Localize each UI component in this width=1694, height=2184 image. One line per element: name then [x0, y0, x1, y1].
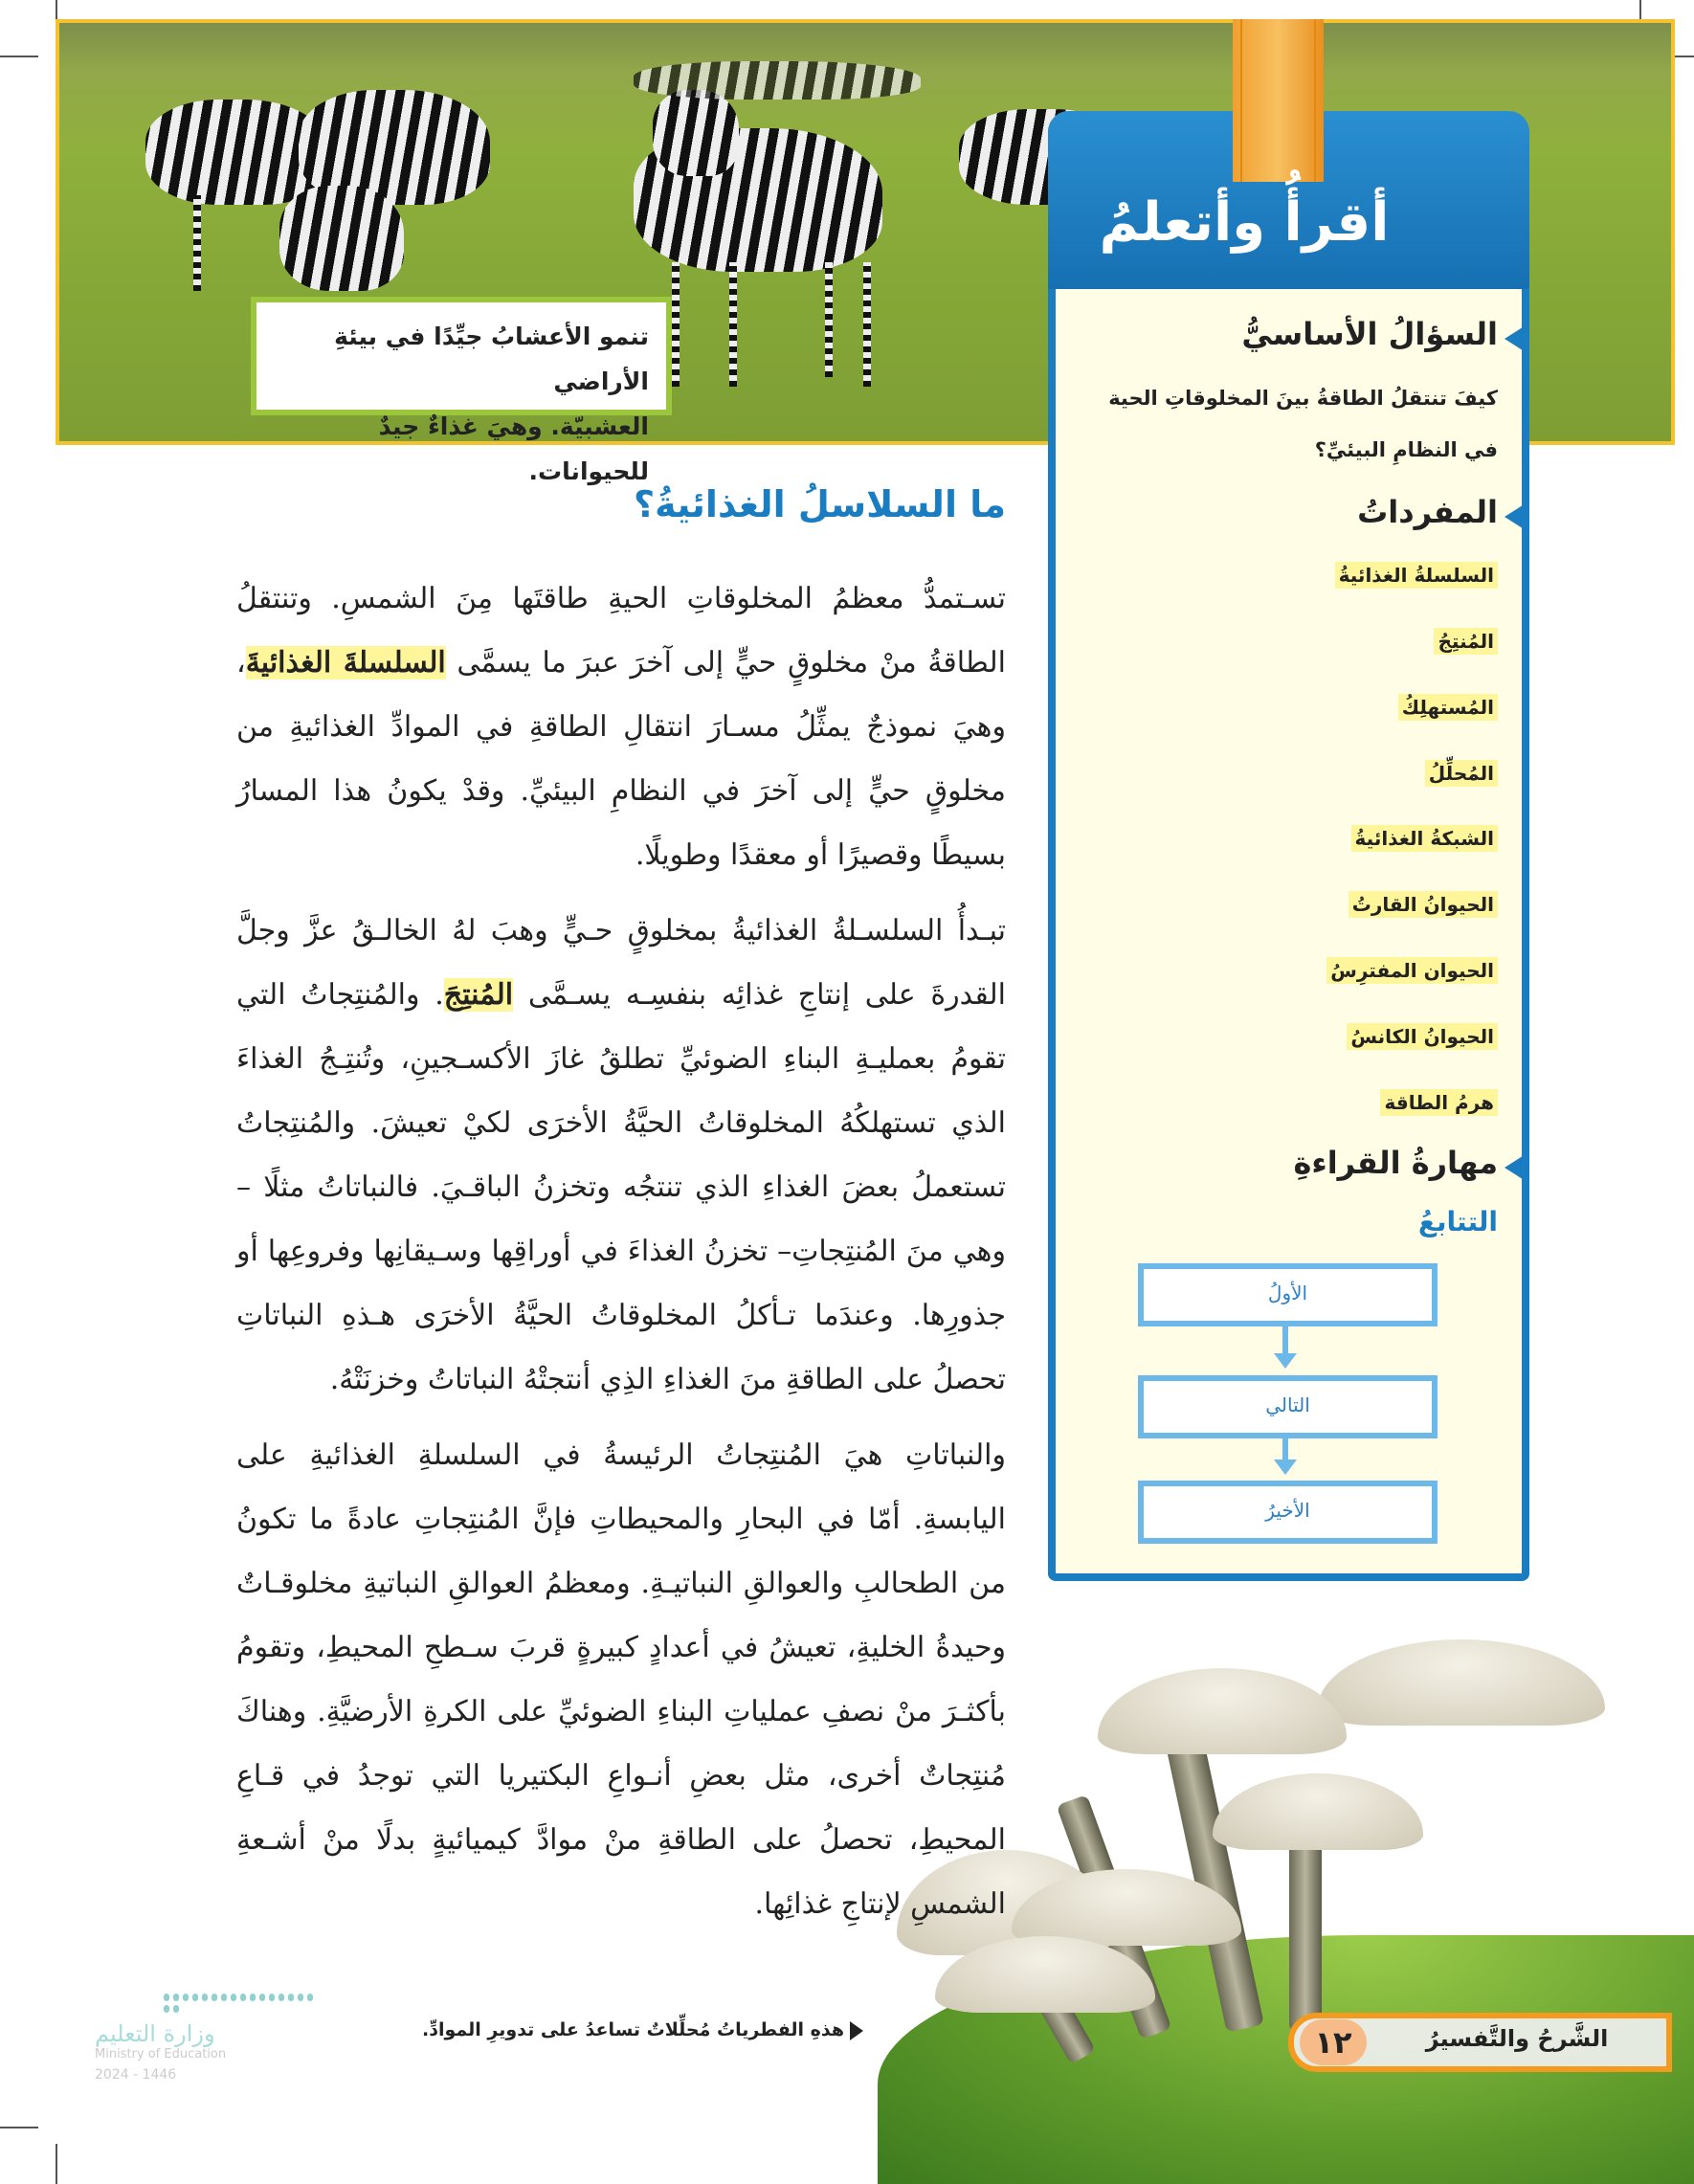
essential-question-text: في النظامِ البيئيِّ؟: [1314, 438, 1498, 461]
sequence-next-box: التالي: [1138, 1375, 1438, 1438]
pointer-icon: [1505, 1154, 1526, 1181]
paragraph: [236, 899, 1006, 1412]
vocab-item: الحيوانُ الكانسُ: [1347, 1023, 1498, 1050]
crop-mark: [0, 56, 38, 57]
vocabulary-heading: المفرداتُ: [1357, 494, 1498, 530]
text: تبـدأُ السلسـلةُ الغذائيةُ بمخلوقٍ حـيٍّ وهبَ لهُ الخالـقُ عزَّ وجلَّ القدرةَ على إنتاجِ غذائِه بنفسِـه يسـمَّى: [236, 914, 1006, 1012]
essential-question-heading: السؤالُ الأساسيُّ: [1241, 316, 1498, 352]
panel-title: أقرأُ وأتعلمُ: [1099, 191, 1390, 254]
section-label: الشَّرحُ والتَّفسيرُ: [1425, 2025, 1609, 2052]
pointer-icon: [850, 2021, 863, 2040]
reading-skill-heading: مهارةُ القراءةِ: [1293, 1145, 1498, 1181]
arrow-down-icon: [1282, 1326, 1288, 1355]
text: تسـتمدُّ معظمُ المخلوقاتِ الحيةِ طاقتَها مِنَ الشمسِ. وتنتقلُ الطاقةُ منْ مخلوقٍ حيٍّ إلى آخرَ عبرَ ما يسمَّى: [236, 582, 1006, 680]
vocab-item: الشبكةُ الغذائيةُ: [1351, 825, 1498, 852]
vocab-item: السلسلةُ الغذائيةُ: [1335, 562, 1498, 589]
page-number: ١٢: [1300, 2019, 1367, 2065]
mushroom-caption: [422, 2019, 863, 2040]
vocab-item: المُنتِجُ: [1434, 628, 1498, 655]
caption-line: العشبيّة. وهيَ غذاءٌ جيدٌ للحيوانات.: [378, 412, 649, 485]
paragraph: والنباتاتِ هيَ المُنتِجاتُ الرئيسةُ في السلسلةِ الغذائيةِ على اليابسةِ. أمّا في البحارِ والمحيطاتِ فإنَّ المُنتِجاتِ عادةً ما تكونُ من الطحالبِ والعوالقِ النباتيـةِ. ومعظمُ العوالقِ النباتيةِ مخلوقـاتٌ وحيدةُ الخليةِ، تعيشُ في أعدادٍ كبيرةٍ قربَ سـطحِ المحيطِ، وتقومُ بأكثـرَ منْ نصفِ عملياتِ البناءِ الضوئيِّ على الكرةِ الأرضيَّةِ. وهناكَ مُنتِجاتٌ أخرى، مثل بعضِ أنـواعِ البكتيريا التي توجدُ في قـاعِ المحيطِ، تحصلُ على الطاقةِ منْ موادَّ كيميائيةٍ بدلًا منْ أشـعةِ الشمسِ لإنتاجِ غذائِها.: [236, 1438, 1006, 1921]
text: . والمُنتِجاتُ التي تقومُ بعمليـةِ البناءِ الضوئيِّ تطلقُ غازَ الأكسـجينِ، وتُنتِـجُ الغذاءَ الذي تستهلكُهُ المخلوقاتُ الحيَّةُ الأخرَى لكيْ تعيشَ. والمُنتِجاتُ تستعملُ بعضَ الغذاءِ الذي تنتجُه وتخزنُ الباقـيَ. فالنباتاتُ مثلًا –وهي منَ المُنتِجاتِ– تخزنُ الغذاءَ في أوراقِها وسـيقانِها وفروعِها أو جذورِها. وعندَما تـأكلُ المخلوقاتُ الحيَّةُ الأخرَى هـذهِ النباتاتِ تحصلُ على الطاقةِ منَ الغذاءِ الذِي أنتجتْهُ النباتاتُ وخزنَتْهُ.: [236, 978, 1007, 1396]
body-text: [236, 567, 1006, 1948]
crop-mark: [56, 2144, 57, 2184]
essential-question-text: كيفَ تنتقلُ الطاقةُ بينَ المخلوقاتِ الحية: [1108, 387, 1498, 410]
photo-caption: [251, 297, 672, 485]
vocab-item: الحيوان المفترِسُ: [1326, 957, 1498, 984]
logo-year: 2024 - 1446: [95, 2067, 177, 2083]
paragraph: [236, 567, 1006, 887]
pointer-icon: [1505, 503, 1526, 530]
vocab-item: الحيوانُ القارتُ: [1349, 891, 1498, 918]
arrow-down-icon: [1282, 1438, 1288, 1461]
highlight-term: المُنتِجَ: [443, 978, 514, 1012]
vocab-item: هرمُ الطاقة: [1380, 1089, 1498, 1116]
logo-text-ar: وزارة التعليم: [95, 2020, 215, 2047]
sequence-first-box: الأولُ: [1138, 1263, 1438, 1326]
pointer-icon: [1505, 325, 1526, 352]
vocab-item: المُستهلِكُ: [1398, 694, 1498, 721]
crop-mark: [0, 2127, 38, 2128]
caption-text: هذهِ الفطرياتُ مُحلِّلاتٌ تساعدُ على تدويرِ الموادِّ.: [422, 2019, 844, 2040]
sequence-last-box: الأخيرُ: [1138, 1481, 1438, 1544]
logo-dots-icon: [95, 1992, 315, 2015]
caption-line: تنمو الأعشابُ جيِّدًا في بيئةِ الأراضي: [334, 323, 649, 395]
section-heading: ما السلاسلُ الغذائيةُ؟: [634, 483, 1006, 525]
text: ، وهيَ نموذجٌ يمثِّلُ مسـارَ انتقالِ الطاقةِ في الموادِّ الغذائيةِ من مخلوقٍ حيٍّ إلى آخرَ في النظامِ البيئيِّ. وقدْ يكونُ هذا المسارُ بسيطًا وقصيرًا أو معقدًا وطويلًا.: [236, 646, 1006, 872]
highlight-term: السلسلةَ الغذائيةَ: [245, 646, 446, 680]
ministry-logo: [95, 1992, 315, 2083]
reading-skill-name: التتابعُ: [1417, 1206, 1498, 1237]
bookmark-ribbon: [1233, 19, 1324, 182]
vocab-item: المُحلِّلُ: [1425, 760, 1498, 787]
logo-text-en: Ministry of Education: [95, 2047, 227, 2061]
